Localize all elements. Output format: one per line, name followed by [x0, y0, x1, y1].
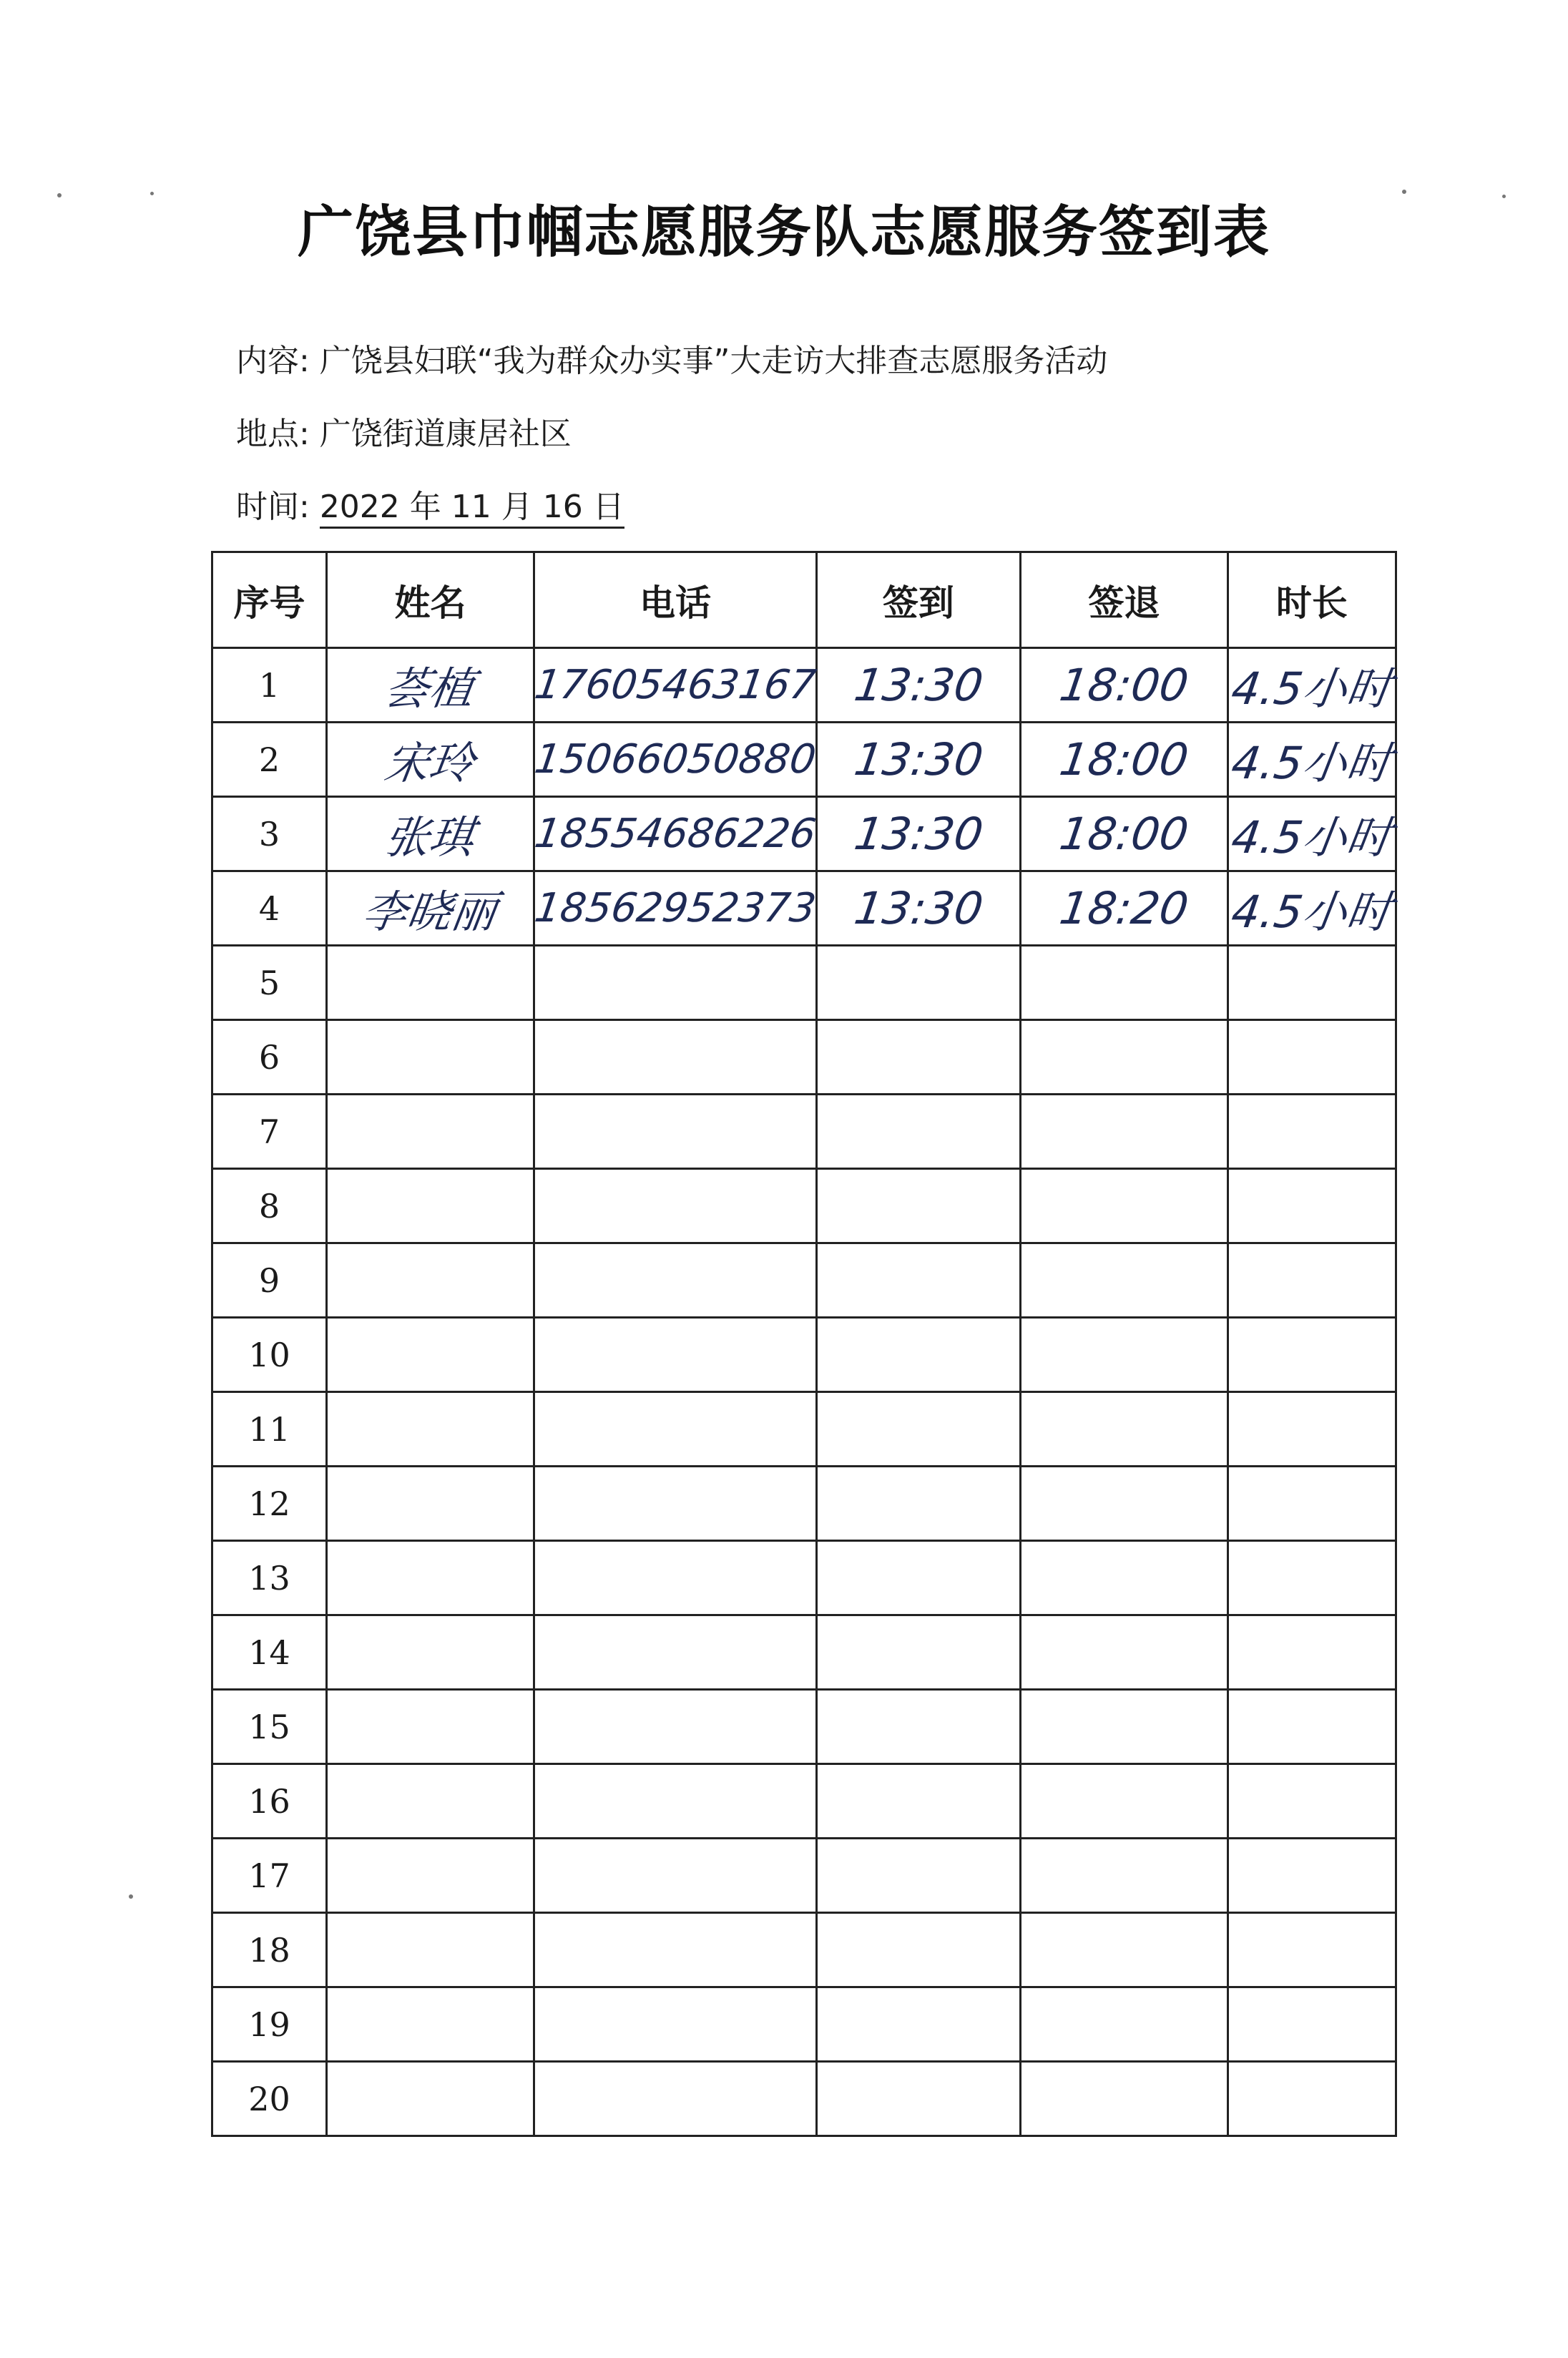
row-name: 李晓丽 [359, 886, 500, 938]
row-number-cell: 1 [212, 648, 327, 723]
table-row [212, 723, 1396, 797]
activity-place: 地点: 广饶街道康居社区 [236, 416, 572, 452]
row-number-cell: 17 [212, 1839, 327, 1913]
row-phone-cell [534, 1095, 817, 1169]
row-name-cell [327, 1764, 534, 1839]
header-signout: 签退 [1020, 552, 1228, 648]
row-name-cell [327, 1318, 534, 1392]
row-phone: 17605463167 [531, 662, 819, 708]
row-phone: 18554686226 [531, 811, 819, 857]
row-duration-cell [1228, 1987, 1396, 2062]
header-phone: 电话 [534, 552, 817, 648]
row-signin-cell [816, 1020, 1020, 1095]
row-number-cell: 16 [212, 1764, 327, 1839]
row-phone-cell [534, 1987, 817, 2062]
row-signin-cell [816, 1764, 1020, 1839]
row-signout-cell [1020, 1987, 1228, 2062]
row-duration-cell [1228, 1764, 1396, 1839]
row-duration-cell [1228, 1541, 1396, 1615]
table-row [212, 1764, 1396, 1839]
signin-table [211, 551, 1397, 2137]
row-signout-cell [1020, 1467, 1228, 1541]
row-number-cell: 9 [212, 1243, 327, 1318]
row-signin: 13:30 [851, 882, 986, 934]
row-duration-cell [1228, 2062, 1396, 2136]
row-duration-cell [1228, 1839, 1396, 1913]
row-phone-cell [534, 1541, 817, 1615]
row-name-cell [327, 1095, 534, 1169]
row-signout-cell [1020, 871, 1228, 946]
row-duration-cell [1228, 1467, 1396, 1541]
row-name-cell [327, 871, 534, 946]
row-signout: 18:00 [1056, 733, 1192, 786]
row-name-cell [327, 946, 534, 1020]
header-name: 姓名 [327, 552, 534, 648]
row-name: 荟植 [381, 662, 478, 715]
row-name-cell [327, 1541, 534, 1615]
row-phone: 15066050880 [531, 736, 819, 783]
row-signin: 13:30 [851, 733, 986, 786]
activity-content: 内容: 广饶县妇联“我为群众办实事”大走访大排查志愿服务活动 [236, 343, 1108, 379]
row-signin-cell [816, 1690, 1020, 1764]
header-no: 序号 [212, 552, 327, 648]
row-signout-cell [1020, 1839, 1228, 1913]
row-duration-cell [1228, 1020, 1396, 1095]
row-duration-cell [1228, 1318, 1396, 1392]
row-phone-cell [534, 1764, 817, 1839]
row-signout: 18:20 [1056, 882, 1192, 934]
table-row [212, 1615, 1396, 1690]
row-signout-cell [1020, 1020, 1228, 1095]
table-row [212, 2062, 1396, 2136]
table-row [212, 648, 1396, 723]
row-name-cell [327, 1839, 534, 1913]
row-number-cell: 13 [212, 1541, 327, 1615]
scan-speck [57, 193, 62, 197]
row-duration-cell [1228, 1913, 1396, 1987]
row-phone-cell [534, 1318, 817, 1392]
row-name-cell [327, 2062, 534, 2136]
row-duration: 4.5小时 [1228, 811, 1395, 864]
row-number-cell: 11 [212, 1392, 327, 1467]
row-number-cell: 19 [212, 1987, 327, 2062]
row-number-cell: 12 [212, 1467, 327, 1541]
row-signin: 13:30 [851, 659, 986, 711]
row-signout-cell [1020, 946, 1228, 1020]
row-phone-cell [534, 946, 817, 1020]
row-duration-cell [1228, 1243, 1396, 1318]
row-signout: 18:00 [1056, 808, 1192, 860]
row-signin-cell [816, 1987, 1020, 2062]
row-signin-cell [816, 2062, 1020, 2136]
table-row [212, 1690, 1396, 1764]
row-phone-cell [531, 797, 819, 871]
row-phone-cell [534, 1615, 817, 1690]
row-signout-cell [1020, 1541, 1228, 1615]
row-phone-cell [534, 1690, 817, 1764]
row-name-cell [327, 1615, 534, 1690]
table-row [212, 871, 1396, 946]
table-row [212, 1318, 1396, 1392]
table-row [212, 1839, 1396, 1913]
time-value: 2022 年 11 月 16 日 [320, 489, 624, 529]
row-signin-cell [816, 1839, 1020, 1913]
row-number-cell: 10 [212, 1318, 327, 1392]
row-name-cell [327, 1243, 534, 1318]
row-signout: 18:00 [1056, 659, 1192, 711]
row-number-cell: 18 [212, 1913, 327, 1987]
row-number-cell: 2 [212, 723, 327, 797]
row-name-cell [327, 1020, 534, 1095]
row-name-cell [327, 723, 534, 797]
row-phone: 18562952373 [531, 885, 819, 931]
row-signout-cell [1020, 797, 1228, 871]
row-signout-cell [1020, 1392, 1228, 1467]
row-duration-cell [1228, 1169, 1396, 1243]
row-name: 张琪 [381, 811, 478, 864]
scan-speck [1502, 195, 1506, 198]
header-duration: 时长 [1228, 552, 1396, 648]
table-row [212, 1020, 1396, 1095]
row-signout-cell [1020, 648, 1228, 723]
row-phone-cell [534, 1392, 817, 1467]
row-signout-cell [1020, 1615, 1228, 1690]
row-signin-cell [816, 1169, 1020, 1243]
row-number-cell: 20 [212, 2062, 327, 2136]
row-signin-cell [816, 1467, 1020, 1541]
row-signout-cell [1020, 723, 1228, 797]
row-number-cell: 8 [212, 1169, 327, 1243]
row-duration: 4.5小时 [1228, 737, 1395, 789]
row-name-cell [327, 797, 534, 871]
table-row [212, 946, 1396, 1020]
row-signin-cell [816, 1615, 1020, 1690]
row-number-cell: 15 [212, 1690, 327, 1764]
scan-speck [129, 1894, 133, 1899]
row-signin: 13:30 [851, 808, 986, 860]
row-name-cell [327, 1690, 534, 1764]
row-signout-cell [1020, 1095, 1228, 1169]
row-phone-cell [534, 1467, 817, 1541]
row-name-cell [327, 1467, 534, 1541]
row-signout-cell [1020, 1243, 1228, 1318]
table-row [212, 1541, 1396, 1615]
row-duration-cell [1228, 648, 1396, 723]
row-signin-cell [816, 946, 1020, 1020]
row-name-cell [327, 1987, 534, 2062]
row-duration-cell [1228, 1615, 1396, 1690]
row-duration-cell [1228, 1690, 1396, 1764]
row-signin-cell [816, 1392, 1020, 1467]
row-signin-cell [816, 1318, 1020, 1392]
row-phone-cell [534, 1169, 817, 1243]
row-signin-cell [816, 871, 1020, 946]
row-phone-cell [531, 723, 819, 797]
row-signin-cell [816, 797, 1020, 871]
row-name: 宋玲 [381, 737, 478, 789]
row-number-cell: 6 [212, 1020, 327, 1095]
table-row [212, 1913, 1396, 1987]
activity-time [236, 481, 624, 527]
row-phone-cell [531, 871, 819, 946]
row-signin-cell [816, 1541, 1020, 1615]
row-number-cell: 14 [212, 1615, 327, 1690]
row-phone-cell [534, 2062, 817, 2136]
page-title: 广饶县巾帼志愿服务队志愿服务签到表 [297, 200, 1270, 265]
row-signout-cell [1020, 1169, 1228, 1243]
row-phone-cell [534, 1839, 817, 1913]
row-duration-cell [1228, 723, 1396, 797]
table-row [212, 1095, 1396, 1169]
row-name-cell [327, 1392, 534, 1467]
time-label: 时间: [236, 489, 320, 525]
row-duration-cell [1228, 871, 1396, 946]
row-signin-cell [816, 1243, 1020, 1318]
row-signout-cell [1020, 1764, 1228, 1839]
row-duration: 4.5小时 [1228, 662, 1395, 715]
scan-speck [150, 192, 154, 195]
row-signout-cell [1020, 1318, 1228, 1392]
row-signout-cell [1020, 1913, 1228, 1987]
scan-speck [1402, 190, 1406, 194]
row-signin-cell [816, 1095, 1020, 1169]
table-row [212, 1392, 1396, 1467]
table-row [212, 1169, 1396, 1243]
row-signout-cell [1020, 2062, 1228, 2136]
table-row [212, 797, 1396, 871]
header-signin: 签到 [816, 552, 1020, 648]
table-header-row [212, 552, 1396, 648]
table-row [212, 1467, 1396, 1541]
table-row [212, 1987, 1396, 2062]
row-number-cell: 4 [212, 871, 327, 946]
row-signin-cell [816, 723, 1020, 797]
row-signin-cell [816, 648, 1020, 723]
row-duration-cell [1228, 946, 1396, 1020]
table-row [212, 1243, 1396, 1318]
row-duration-cell [1228, 797, 1396, 871]
row-duration-cell [1228, 1095, 1396, 1169]
row-signout-cell [1020, 1690, 1228, 1764]
row-phone-cell [534, 1020, 817, 1095]
row-name-cell [327, 1913, 534, 1987]
row-number-cell: 3 [212, 797, 327, 871]
row-number-cell: 7 [212, 1095, 327, 1169]
row-number-cell: 5 [212, 946, 327, 1020]
row-name-cell [327, 1169, 534, 1243]
row-phone-cell [534, 1913, 817, 1987]
row-phone-cell [534, 1243, 817, 1318]
row-duration: 4.5小时 [1228, 886, 1395, 938]
row-signin-cell [816, 1913, 1020, 1987]
row-phone-cell [531, 648, 819, 723]
row-name-cell [327, 648, 534, 723]
row-duration-cell [1228, 1392, 1396, 1467]
